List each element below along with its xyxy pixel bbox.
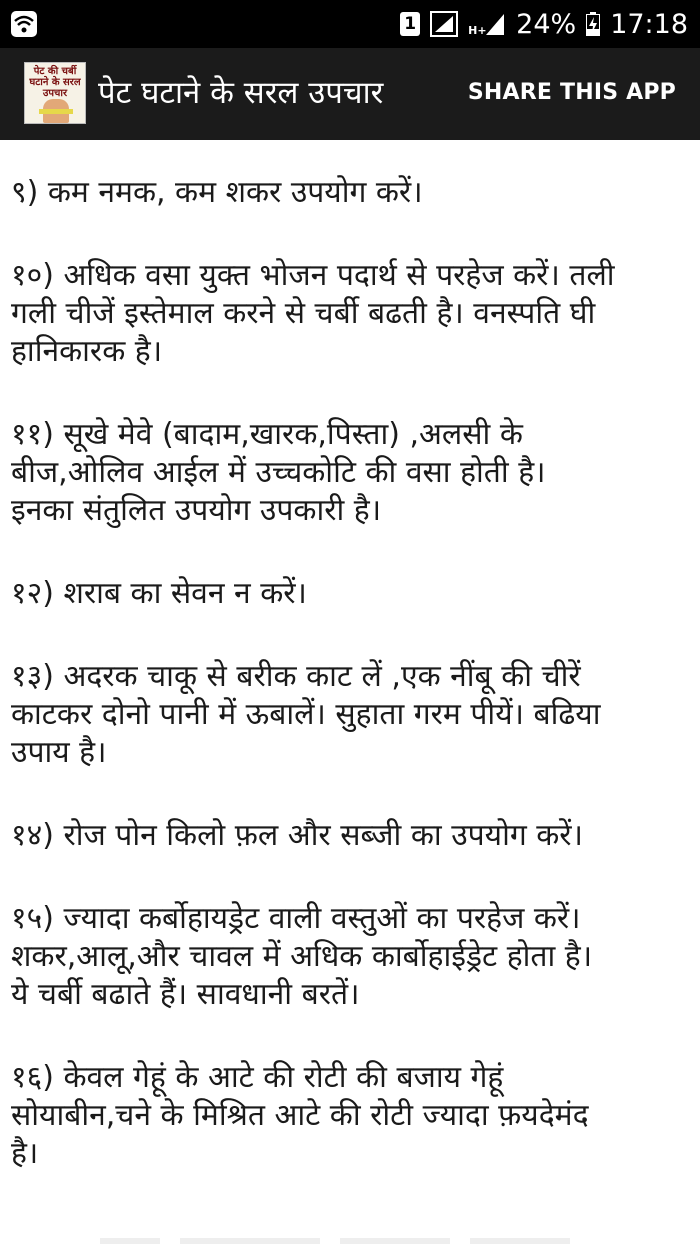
tip-line: १५) ज्यादा कर्बोहायड्रेट वाली वस्तुओं का परहेज करें। xyxy=(11,901,581,936)
tip-line: बीज,ओलिव आईल में उच्चकोटि की वसा होती है। xyxy=(11,455,546,490)
tip-line: उपाय है। xyxy=(11,735,107,770)
tip-line: ९) कम नमक, कम शकर उपयोग करें। xyxy=(11,175,423,210)
app-title: पेट घटाने के सरल उपचार xyxy=(98,75,384,111)
signal-icon xyxy=(430,11,458,37)
share-app-button[interactable]: SHARE THIS APP xyxy=(467,80,676,105)
tip-line: ११) सूखे मेवे (बादाम,खारक,पिस्ता) ,अलसी के xyxy=(11,417,523,452)
status-bar xyxy=(0,0,700,48)
tip-paragraph xyxy=(11,575,691,613)
tip-paragraph xyxy=(11,900,691,1014)
tip-line: है। xyxy=(11,1136,39,1171)
tip-line: १३) अदरक चाकू से बरीक काट लें ,एक नींबू की चीरें xyxy=(11,659,581,694)
tip-paragraph xyxy=(11,1059,691,1173)
tip-paragraph xyxy=(11,416,691,530)
app-logo-text: पेट की चर्बी घटाने के सरल उपचार xyxy=(29,66,81,99)
clock: 17:18 xyxy=(610,8,688,40)
tip-line: गली चीजें इस्तेमाल करने से चर्बी बढती है। वनस्पति घी xyxy=(11,296,596,331)
app-logo xyxy=(24,62,86,124)
app-bar xyxy=(0,48,700,140)
tip-line: ये चर्बी बढाते हैं। सावधानी बरतें। xyxy=(11,977,360,1012)
tip-paragraph xyxy=(11,257,691,371)
sim-badge: 1 xyxy=(400,12,420,36)
network-type: H+ xyxy=(468,24,487,37)
tip-line: १४) रोज पोन किलो फ़ल और सब्जी का उपयोग करें। xyxy=(11,818,583,853)
battery-charging-icon xyxy=(586,12,600,36)
status-right xyxy=(400,0,688,48)
measuring-tape xyxy=(39,109,73,114)
tip-line: हानिकारक है। xyxy=(11,334,163,369)
tips-content xyxy=(11,140,691,1173)
tip-line: शकर,आलू,और चावल में अधिक कार्बोहाईड्रेट होता है। xyxy=(11,939,593,974)
tip-line: काटकर दोनो पानी में ऊबालें। सुहाता गरम पीयें। बढिया xyxy=(11,697,601,732)
tip-paragraph xyxy=(11,817,691,855)
tip-line: १२) शराब का सेवन न करें। xyxy=(11,576,307,611)
wifi-icon xyxy=(10,10,38,38)
partial-next-line xyxy=(100,1234,580,1244)
tip-line: १६) केवल गेहूं के आटे की रोटी की बजाय गेहूं xyxy=(11,1060,504,1095)
tip-line: इनका संतुलित उपयोग उपकारी है। xyxy=(11,493,382,528)
mobile-data-indicator xyxy=(468,12,506,36)
tip-line: सोयाबीन,चने के मिश्रित आटे की रोटी ज्यादा फ़यदेमंद xyxy=(11,1098,589,1133)
tip-paragraph xyxy=(11,174,691,212)
battery-percent: 24% xyxy=(516,8,577,40)
mobile-signal-icon xyxy=(484,12,506,36)
tip-line: १०) अधिक वसा युक्त भोजन पदार्थ से परहेज करें। तली xyxy=(11,258,615,293)
tip-paragraph xyxy=(11,658,691,772)
